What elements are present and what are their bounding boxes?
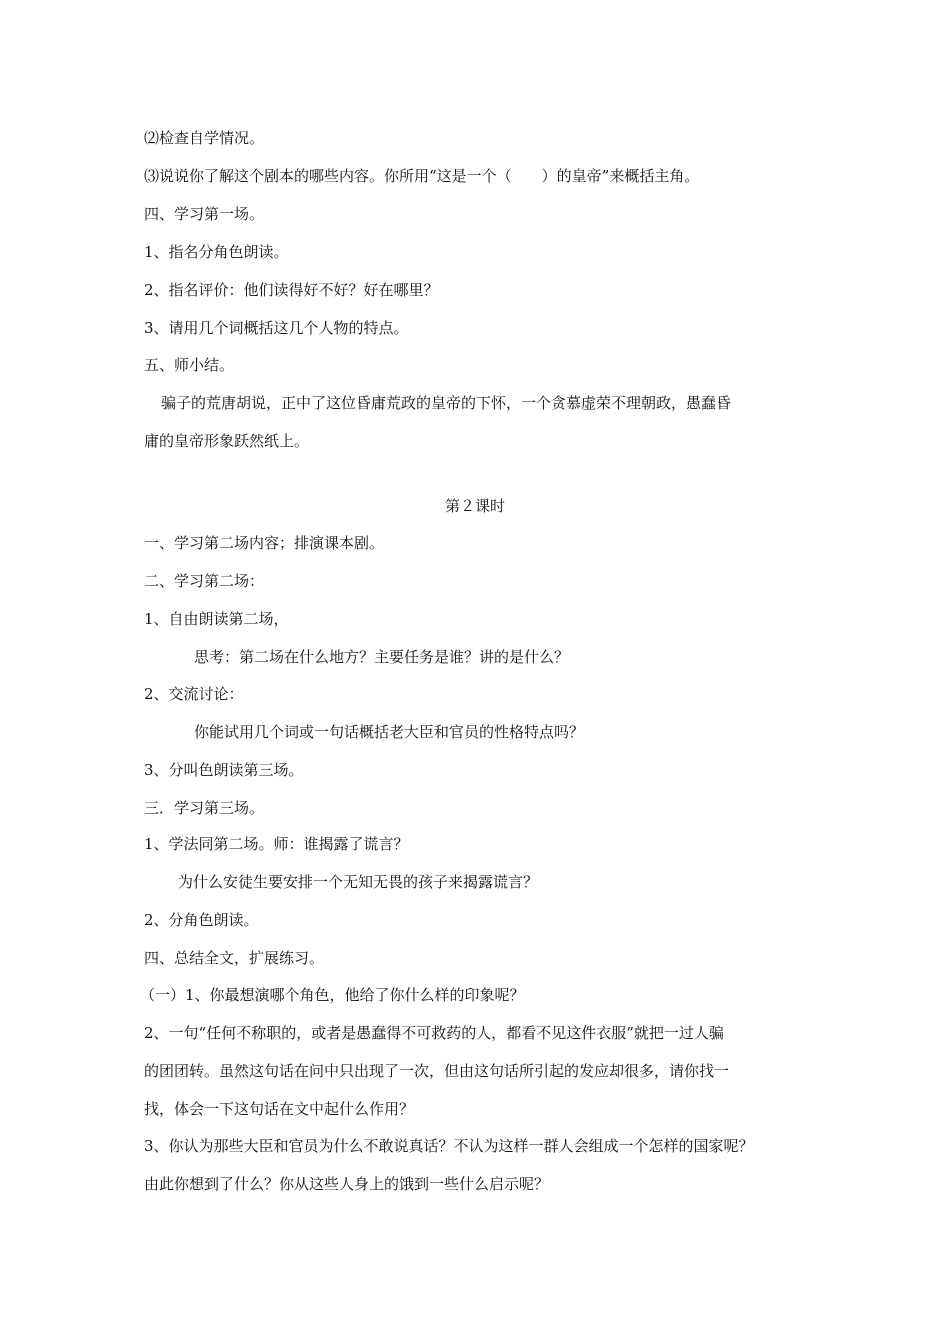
text-line: 1、学法同第二场。师：谁揭露了谎言？	[144, 835, 409, 853]
text-line: ⑵检查自学情况。	[144, 129, 265, 147]
paragraph-line: 的团团转。虽然这句话在问中只出现了一次，但由这句话所引起的发应却很多，请你找一	[144, 1062, 730, 1080]
text-line: 3、分叫色朗读第三场。	[144, 761, 304, 779]
paragraph-line: 骗子的荒唐胡说，正中了这位昏庸荒政的皇帝的下怀，一个贪慕虚荣不理朝政，愚蠢昏	[161, 394, 732, 412]
text-line: 1、指名分角色朗读。	[144, 243, 289, 261]
text-line: 2、分角色朗读。	[144, 911, 259, 929]
text-line: 2、交流讨论：	[144, 685, 244, 703]
section-heading: 四、总结全文，扩展练习。	[144, 949, 325, 967]
paragraph-line: 由此你想到了什么？你从这些人身上的饿到一些什么启示呢？	[144, 1175, 550, 1193]
indented-line: 为什么安徒生要安排一个无知无畏的孩子来揭露谎言？	[178, 873, 539, 891]
indented-line: 思考：第二场在什么地方？主要任务是谁？讲的是什么？	[194, 648, 570, 666]
text-line: ⑶说说你了解这个剧本的哪些内容。你所用“这是一个（ ）的皇帝”来概括主角。	[144, 167, 700, 185]
text-line: （一）1、你最想演哪个角色，他给了你什么样的印象呢？	[140, 986, 525, 1004]
paragraph-line: 3、你认为那些大臣和官员为什么不敢说真话？不认为这样一群人会组成一个怎样的国家呢？	[144, 1137, 754, 1155]
section-heading: 五、师小结。	[144, 356, 235, 374]
paragraph-line: 庸的皇帝形象跃然纸上。	[144, 432, 310, 450]
lesson-title: 第２课时	[444, 497, 505, 515]
text-line: 2、指名评价：他们读得好不好？好在哪里？	[144, 281, 439, 299]
section-heading: 一、学习第二场内容；排演课本剧。	[144, 534, 385, 552]
indented-line: 你能试用几个词或一句话概括老大臣和官员的性格特点吗？	[194, 723, 585, 741]
text-line: 1、自由朗读第二场，	[144, 610, 289, 628]
text-line: 3、请用几个词概括这几个人物的特点。	[144, 319, 409, 337]
section-heading: 四、学习第一场。	[144, 205, 265, 223]
paragraph-line: 找，体会一下这句话在文中起什么作用？	[144, 1100, 415, 1118]
section-heading: 三．学习第三场。	[144, 799, 265, 817]
paragraph-line: 2、一句“任何不称职的，或者是愚蠢得不可救药的人，都看不见这件衣服”就把一过人骗	[144, 1024, 724, 1042]
section-heading: 二、学习第二场：	[144, 572, 265, 590]
